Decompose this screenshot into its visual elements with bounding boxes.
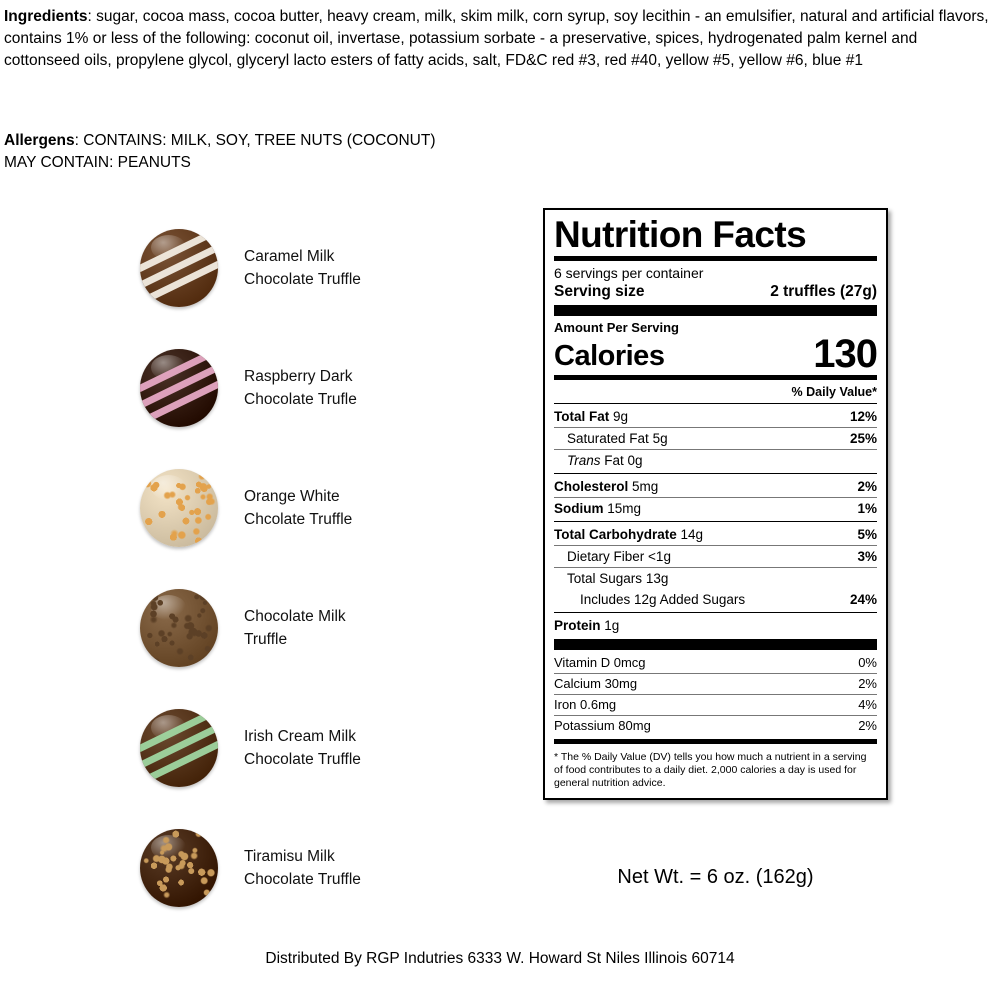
nutrient-amount: Fat 0g [604, 453, 643, 469]
ingredients-label: Ingredients [4, 8, 88, 25]
allergens-block [4, 130, 704, 174]
serving-size-value: 2 truffles (27g) [770, 283, 877, 301]
nutrient-name: Protein [554, 618, 601, 634]
distributed-by: Distributed By RGP Indutries 6333 W. Howard St Niles Illinois 60714 [265, 950, 735, 967]
nutrient-amount: 1g [604, 618, 620, 634]
nutrient-name: Cholesterol [554, 479, 629, 495]
truffle-name-line2: Chocolate Truffle [244, 271, 361, 288]
truffle-name-line1: Orange White [244, 488, 340, 505]
ingredients-text: : sugar, cocoa mass, cocoa butter, heavy cream, milk, skim milk, corn syrup, soy lecithin - an emulsifier, natural and artificial flavors, contains 1% or less of the following: coconut oil, invertase, potassium sorbate - a preservative, spices, hydrogenated palm kernel and cottonseed oils, propylene glycol, glyceryl lacto esters of fatty acids, salt, FD&C red #3, red #40, yellow #5, yellow #6, blue #1 [4, 8, 989, 69]
truffle-name-line1: Irish Cream Milk [244, 728, 356, 745]
nutrient-row [554, 546, 877, 567]
nutrient-row [554, 524, 877, 545]
truffle-image-chocolate-milk [140, 589, 218, 667]
nutrient-row [554, 568, 877, 589]
daily-value-footnote: * The % Daily Value (DV) tells you how much a nutrient in a serving of food contributes to a daily diet. 2,000 calories a day is used for general nutrition advice. [554, 751, 867, 790]
nutrient-row [554, 498, 877, 519]
nutrient-row [554, 589, 877, 610]
nutrient-dv: 3% [857, 549, 877, 565]
truffle-image-orange-white [140, 469, 218, 547]
vitamin-row [554, 695, 877, 715]
divider [554, 521, 877, 522]
truffle-name-line1: Caramel Milk [244, 248, 335, 265]
truffle-image-irish-cream [140, 709, 218, 787]
truffle-image-tiramisu [140, 829, 218, 907]
vitamin-dv: 0% [858, 655, 877, 671]
divider [554, 639, 877, 650]
vitamin-row [554, 674, 877, 694]
topping-speckles [140, 829, 218, 907]
divider [554, 305, 877, 316]
allergens-label: Allergens [4, 132, 75, 149]
calories-label: Calories [554, 340, 665, 373]
nutrient-name: Total Carbohydrate [554, 527, 677, 543]
truffle-image-caramel [140, 229, 218, 307]
daily-value-header: % Daily Value* [791, 385, 877, 400]
truffle-name-line1: Chocolate Milk [244, 608, 346, 625]
truffle-name-line2: Chcolate Truffle [244, 511, 353, 528]
topping-speckles [140, 469, 218, 547]
nutrient-name: Includes 12g Added Sugars [580, 592, 746, 608]
truffle-label [244, 245, 361, 291]
list-item [140, 688, 520, 808]
amount-per-serving-label: Amount Per Serving [554, 320, 679, 336]
truffle-image-raspberry [140, 349, 218, 427]
truffle-name-line1: Raspberry Dark [244, 368, 353, 385]
nutrient-row [554, 615, 877, 636]
nutrient-name: Total Fat [554, 409, 610, 425]
allergens-may-contain: MAY CONTAIN: PEANUTS [4, 154, 191, 171]
nutrient-amount: 14g [680, 527, 704, 543]
vitamin-row [554, 653, 877, 673]
nutrient-amount: <1g [648, 549, 671, 565]
divider [554, 739, 877, 744]
nutrient-name: Saturated Fat [567, 431, 649, 447]
truffle-name-line2: Truffle [244, 631, 288, 648]
vitamin-dv: 2% [858, 718, 877, 734]
nutrition-facts-panel [543, 208, 888, 800]
nutrient-amount: 5g [652, 431, 668, 447]
nutrient-amount: 13g [645, 571, 669, 587]
list-item [140, 208, 520, 328]
calories-value: 130 [813, 332, 877, 377]
nutrient-row [554, 406, 877, 427]
allergens-contains: : CONTAINS: MILK, SOY, TREE NUTS (COCONUT) [74, 132, 436, 149]
nutrition-facts-title: Nutrition Facts [554, 214, 807, 255]
nutrient-amount: 5mg [632, 479, 659, 495]
nutrient-dv: 24% [849, 592, 877, 608]
nutrient-dv: 2% [857, 479, 877, 495]
truffle-name-line1: Tiramisu Milk [244, 848, 335, 865]
divider [554, 375, 877, 380]
truffle-label [244, 725, 361, 771]
truffle-name-line2: Chocolate Trufle [244, 391, 357, 408]
divider [554, 612, 877, 613]
truffle-label [244, 485, 352, 531]
list-item [140, 808, 520, 928]
nutrient-dv: 5% [857, 527, 877, 543]
ingredients-paragraph [4, 6, 992, 72]
nutrient-dv: 25% [849, 431, 877, 447]
nutrient-row [554, 428, 877, 449]
vitamin-name: Iron 0.6mg [554, 697, 617, 713]
net-weight: Net Wt. = 6 oz. (162g) [617, 866, 814, 888]
nutrient-name: Sodium [554, 501, 604, 517]
calories-row [554, 332, 877, 377]
nutrient-name: Dietary Fiber [567, 549, 645, 565]
nutrient-name: Total Sugars [567, 571, 643, 587]
nutrient-dv: 12% [849, 409, 877, 425]
nutrient-amount: 9g [613, 409, 629, 425]
vitamin-name: Potassium 80mg [554, 718, 651, 734]
nutrient-name: Trans [567, 453, 601, 469]
truffle-label [244, 845, 361, 891]
nutrient-dv: 1% [857, 501, 877, 517]
list-item [140, 568, 520, 688]
nutrient-row [554, 450, 877, 471]
topping-speckles [140, 589, 218, 667]
vitamin-dv: 4% [858, 697, 877, 713]
truffle-name-line2: Chocolate Truffle [244, 751, 361, 768]
list-item [140, 448, 520, 568]
divider [554, 473, 877, 474]
vitamin-row [554, 716, 877, 736]
vitamin-name: Calcium 30mg [554, 676, 638, 692]
nutrient-amount: 15mg [607, 501, 642, 517]
truffle-label [244, 365, 357, 411]
servings-per-container: 6 servings per container [554, 265, 704, 282]
divider [554, 403, 877, 404]
serving-size-label: Serving size [554, 283, 645, 301]
divider [554, 256, 877, 261]
truffle-label [244, 605, 346, 651]
vitamin-name: Vitamin D 0mcg [554, 655, 646, 671]
list-item [140, 328, 520, 448]
vitamin-dv: 2% [858, 676, 877, 692]
truffle-name-line2: Chocolate Truffle [244, 871, 361, 888]
serving-size-row [554, 282, 877, 302]
truffle-list [140, 208, 520, 928]
nutrient-row [554, 476, 877, 497]
